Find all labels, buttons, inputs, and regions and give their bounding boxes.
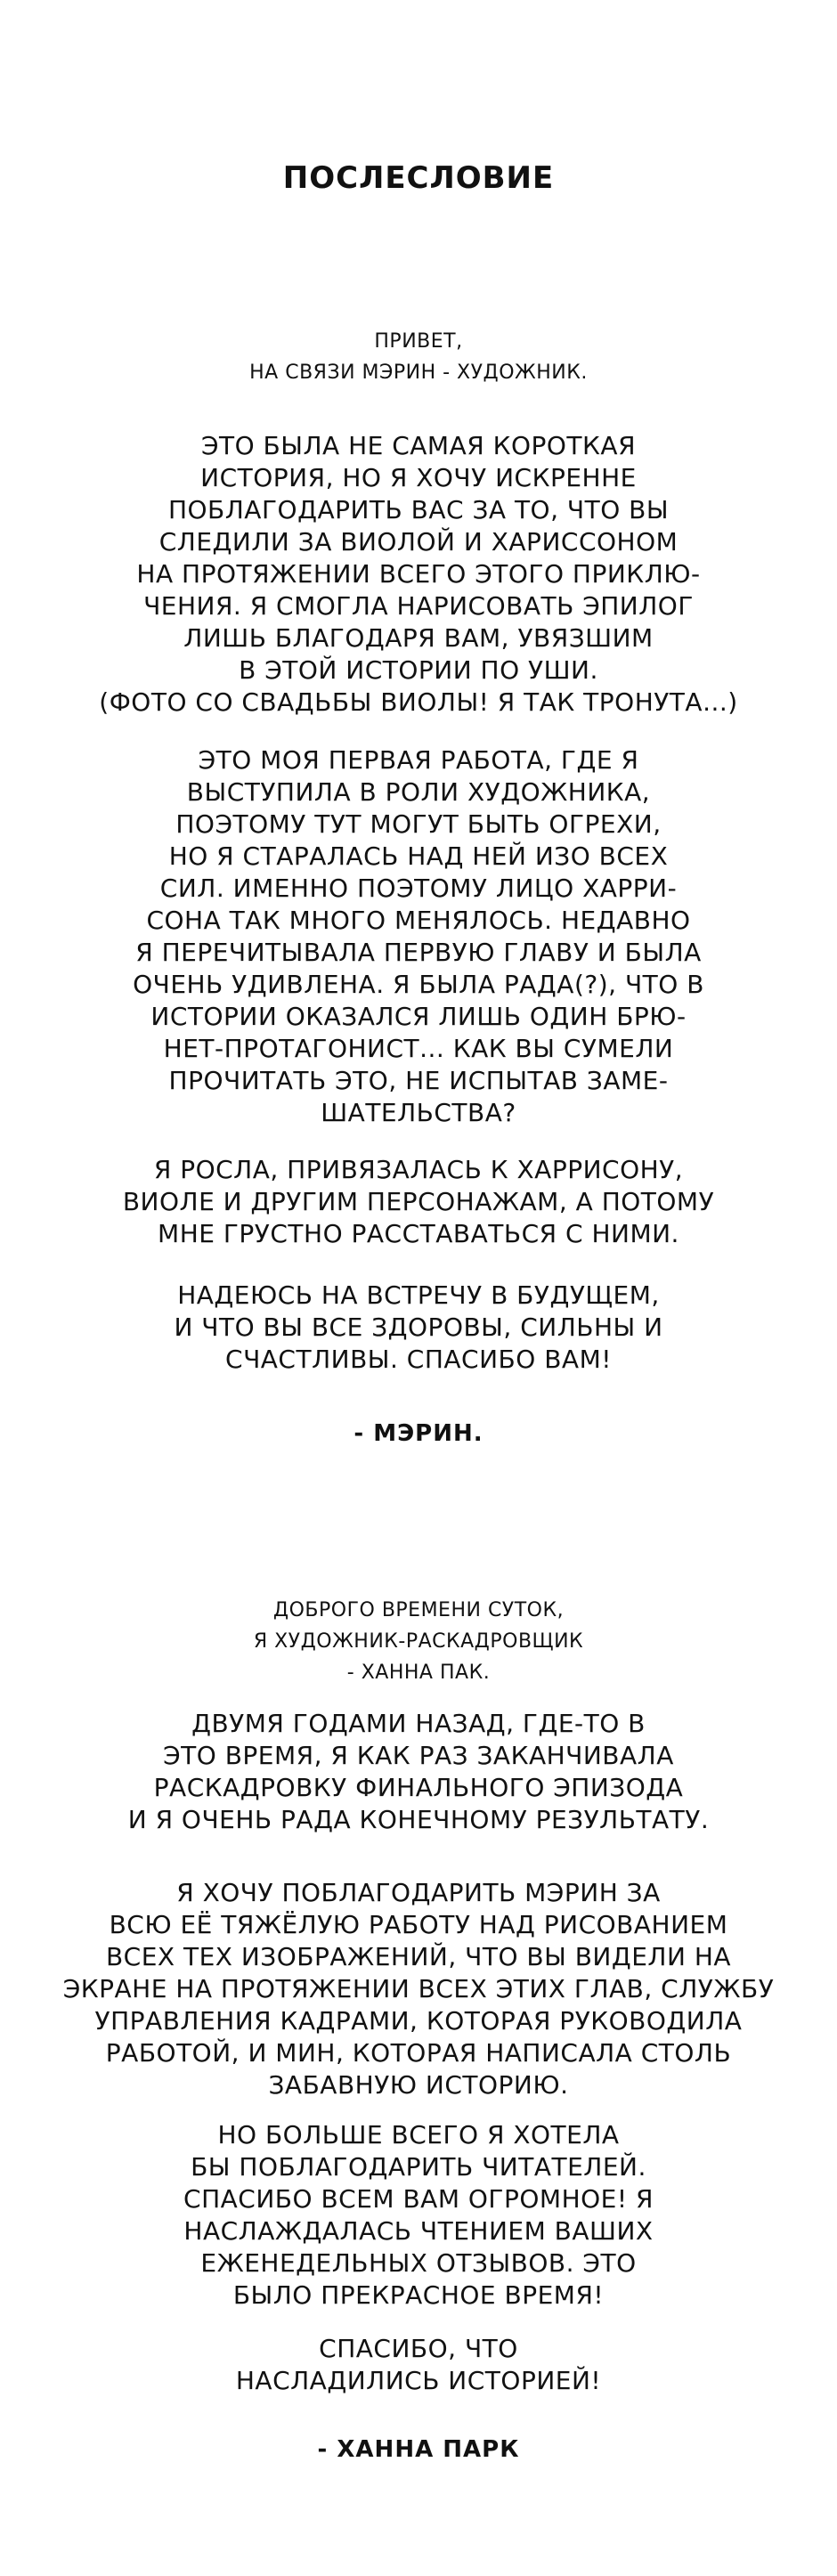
artist-paragraph-4: НАДЕЮСЬ НА ВСТРЕЧУ В БУДУЩЕМ, И ЧТО ВЫ ВСЕ ЗДОРОВЫ, СИЛЬНЫ И СЧАСТЛИВЫ. СПАСИБО ВАМ! — [174, 1280, 663, 1374]
page-title: ПОСЛЕСЛОВИЕ — [282, 160, 555, 196]
storyboard-paragraph-1: ДВУМЯ ГОДАМИ НАЗАД, ГДЕ-ТО В ЭТО ВРЕМЯ, Я КАК РАЗ ЗАКАНЧИВАЛА РАСКАДРОВКУ ФИНАЛЬНОГО ЭПИЗОДА И Я ОЧЕНЬ РАДА КОНЕЧНОМУ РЕЗУЛЬТАТУ. — [127, 1709, 710, 1834]
storyboard-paragraph-3: НО БОЛЬШЕ ВСЕГО Я ХОТЕЛА БЫ ПОБЛАГОДАРИТЬ ЧИТАТЕЛЕЙ. СПАСИБО ВСЕМ ВАМ ОГРОМНОЕ! Я НАСЛАЖДАЛАСЬ ЧТЕНИЕМ ВАШИХ ЕЖЕНЕДЕЛЬНЫХ ОТЗЫВОВ. ЭТО БЫЛО ПРЕКРАСНОЕ ВРЕМЯ! — [183, 2120, 654, 2310]
artist-greeting: ПРИВЕТ, НА СВЯЗИ МЭРИН - ХУДОЖНИК. — [249, 330, 588, 384]
artist-paragraph-3: Я РОСЛА, ПРИВЯЗАЛАСЬ К ХАРРИСОНУ, ВИОЛЕ И ДРУГИМ ПЕРСОНАЖАМ, А ПОТОМУ МНЕ ГРУСТНО РАССТАВАТЬСЯ С НИМИ. — [122, 1155, 715, 1248]
storyboard-paragraph-4: СПАСИБО, ЧТО НАСЛАДИЛИСЬ ИСТОРИЕЙ! — [235, 2334, 602, 2395]
artist-signature: - МЭРИН. — [353, 1420, 484, 1447]
artist-paragraph-2: ЭТО МОЯ ПЕРВАЯ РАБОТА, ГДЕ Я ВЫСТУПИЛА В РОЛИ ХУДОЖНИКА, ПОЭТОМУ ТУТ МОГУТ БЫТЬ ОГРЕХИ, НО Я СТАРАЛАСЬ НАД НЕЙ ИЗО ВСЕХ СИЛ. ИМЕННО ПОЭТОМУ ЛИЦО ХАРРИ- СОНА ТАК МНОГО МЕНЯЛОСЬ. НЕДАВНО Я ПЕРЕЧИТЫВАЛА ПЕРВУЮ ГЛАВУ И БЫЛА ОЧЕНЬ УДИВЛЕНА. Я БЫЛА РАДА(?), ЧТО В ИСТОРИИ ОКАЗАЛСЯ ЛИШЬ ОДИН БРЮ- НЕТ-ПРОТАГОНИСТ... КАК ВЫ СУМЕЛИ ПРОЧИТАТЬ ЭТО, НЕ ИСПЫТАВ ЗАМЕ- ШАТЕЛЬСТВА? — [133, 745, 704, 1127]
storyboard-paragraph-2: Я ХОЧУ ПОБЛАГОДАРИТЬ МЭРИН ЗА ВСЮ ЕЁ ТЯЖЁЛУЮ РАБОТУ НАД РИСОВАНИЕМ ВСЕХ ТЕХ ИЗОБРАЖЕНИЙ, ЧТО ВЫ ВИДЕЛИ НА ЭКРАНЕ НА ПРОТЯЖЕНИИ ВСЕХ ЭТИХ ГЛАВ, СЛУЖБУ УПРАВЛЕНИЯ КАДРАМИ, КОТОРАЯ РУКОВОДИЛА РАБОТОЙ, И МИН, КОТОРАЯ НАПИСАЛА СТОЛЬ ЗАБАВНУЮ ИСТОРИЮ. — [62, 1878, 775, 2100]
storyboard-greeting: ДОБРОГО ВРЕМЕНИ СУТОК, Я ХУДОЖНИК-РАСКАДРОВЩИК - ХАННА ПАК. — [253, 1599, 584, 1684]
artist-paragraph-1: ЭТО БЫЛА НЕ САМАЯ КОРОТКАЯ ИСТОРИЯ, НО Я ХОЧУ ИСКРЕННЕ ПОБЛАГОДАРИТЬ ВАС ЗА ТО, ЧТО ВЫ СЛЕДИЛИ ЗА ВИОЛОЙ И ХАРИССОНОМ НА ПРОТЯЖЕНИИ ВСЕГО ЭТОГО ПРИКЛЮ- ЧЕНИЯ. Я СМОГЛА НАРИСОВАТЬ ЭПИЛОГ ЛИШЬ БЛАГОДАРЯ ВАМ, УВЯЗШИМ В ЭТОЙ ИСТОРИИ ПО УШИ. (ФОТО СО СВАДЬБЫ ВИОЛЫ! Я ТАК ТРОНУТА...) — [99, 431, 738, 717]
storyboard-signature: - ХАННА ПАРК — [317, 2436, 520, 2463]
